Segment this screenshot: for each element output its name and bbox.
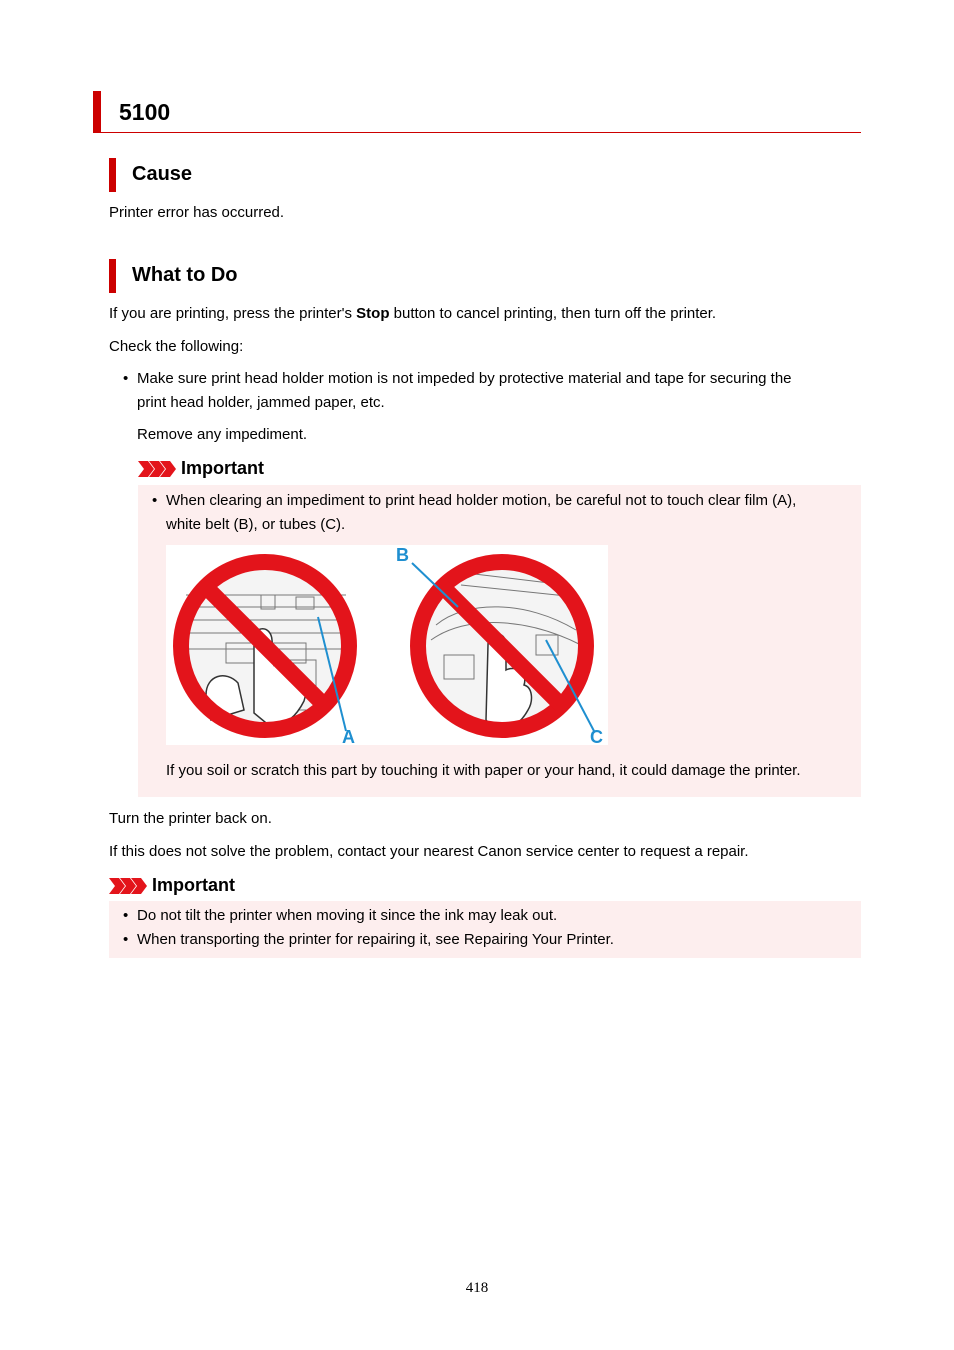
cause-text: Printer error has occurred.	[109, 204, 285, 221]
important-heading	[109, 875, 309, 897]
important-label: Important	[181, 458, 264, 478]
check-text: Check the following:	[109, 338, 244, 355]
list-item	[123, 928, 853, 952]
bullet-dot: •	[152, 492, 158, 509]
stop-instruction-pre: If you are printing, press the printer's	[109, 305, 357, 322]
stop-button-name: Stop	[356, 305, 390, 322]
what-to-do-heading	[109, 259, 238, 293]
list-item	[152, 489, 852, 537]
label-a: A	[342, 727, 355, 745]
important-box	[138, 485, 861, 797]
contact-text: If this does not solve the problem, contact your nearest Canon service center to request a repair.	[109, 843, 749, 860]
important-chevrons-icon	[109, 878, 147, 894]
error-code-title: 5100	[119, 99, 171, 125]
label-c: C	[590, 727, 603, 745]
bullet-line: Do not tilt the printer when moving it since the ink may leak out.	[137, 907, 558, 924]
error-code-heading	[93, 91, 861, 133]
cause-heading	[109, 158, 193, 192]
bullet-line: When transporting the printer for repairing it, see Repairing Your Printer.	[137, 931, 614, 948]
page-number: 418	[465, 1280, 489, 1296]
remove-text: Remove any impediment.	[137, 426, 308, 443]
do-not-touch-figure	[166, 545, 608, 745]
stop-instruction	[109, 302, 716, 326]
what-to-do-title: What to Do	[132, 264, 238, 286]
bullet-dot: •	[123, 370, 129, 387]
stop-instruction-post: button to cancel printing, then turn off the printer.	[389, 305, 717, 322]
bullet-line: print head holder, jammed paper, etc.	[137, 394, 385, 411]
bullet-line: white belt (B), or tubes (C).	[166, 516, 346, 533]
bullet-line: When clearing an impediment to print head holder motion, be careful not to touch clear film (A),	[166, 492, 797, 509]
list-item	[123, 904, 853, 928]
important-heading	[138, 458, 338, 480]
cause-title: Cause	[132, 163, 193, 185]
bullet-line: Make sure print head holder motion is not impeded by protective material and tape for securing the	[137, 370, 792, 387]
bullet-dot: •	[123, 907, 129, 924]
label-b: B	[396, 545, 409, 565]
important-box	[109, 901, 861, 958]
turn-on-text: Turn the printer back on.	[109, 810, 272, 827]
damage-note: If you soil or scratch this part by touching it with paper or your hand, it could damage the printer.	[166, 762, 801, 779]
list-item	[123, 367, 863, 415]
important-chevrons-icon	[138, 461, 176, 477]
important-label: Important	[152, 875, 235, 895]
bullet-dot: •	[123, 931, 129, 948]
